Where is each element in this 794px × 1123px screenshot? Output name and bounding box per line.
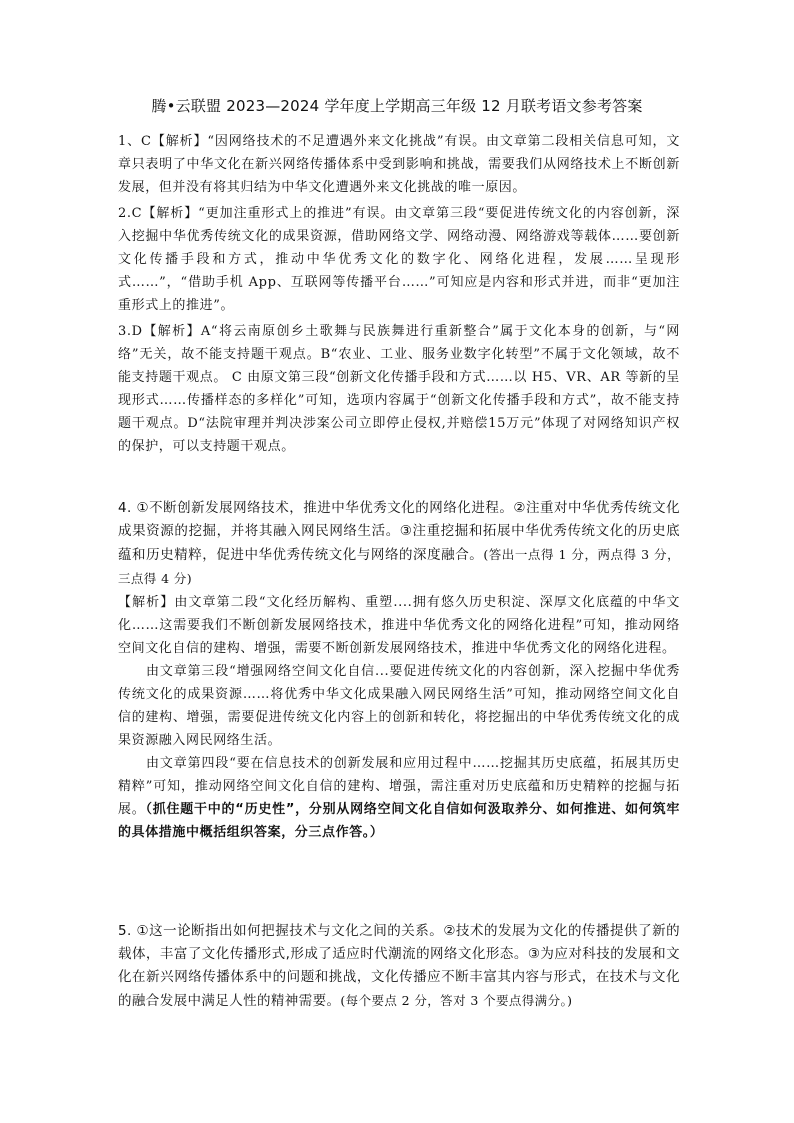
answer-4-text: 4. ①不断创新发展网络技术，推进中华优秀文化的网络化进程。②注重对中华优秀传统文化成果资源的挖掘，并将其融入网民网络生活。③注重挖掘和拓展中华优秀传统文化的历史底蕴和历史精粹，促进中华优秀传统文化与网络的深度融合。 — [118, 500, 680, 563]
answer-3-text: 3.D【解析】A“将云南原创乡土歌舞与民族舞进行重新整合”属于文化本身的创新，与“网络”无关，故不能支持题干观点。B“农业、工业、服务业数字化转型”不属于文化领域，故不能支持题干观点。 C 由原文第三段“创新文化传播手段和方式……以 H5、VR、AR 等新的呈现形式……传播样态的多样化”可知，选项内容属于“创新文化传播手段和方式”，故不能支持题干观点。D“法院审理并判决涉案公司立即停止侵权,并赔偿15万元”体现了对网络知识产权的保护，可以支持题干观点。 — [118, 324, 680, 454]
answer-5-text: 5. ①这一论断指出如何把握技术与文化之间的关系。②技术的发展为文化的传播提供了新的载体，丰富了文化传播形式,形成了适应时代潮流的网络文化形态。③为应对科技的发展和文化在新兴网络传播体系中的问题和挑战，文化传播应不断丰富其内容与形式，在技术与文化的融合发展中满足人性的精神需要。 — [118, 923, 680, 1009]
document-title: 腾•云联盟 2023—2024 学年度上学期高三年级 12 月联考语文参考答案 — [151, 97, 643, 115]
answer-5-score: (每个要点 2 分，答对 3 个要点得满分。) — [340, 993, 573, 1008]
answer-1 — [118, 130, 680, 199]
answer-4-analysis-3-text: 由文章第四段“要在信息技术的创新发展和应用过程中……挖掘其历史底蕴，拓展其历史精粹”可知，推动网络空间文化自信的建构、增强，需注重对历史底蕴和历史精粹的挖掘与拓展。 — [118, 756, 680, 817]
answer-3 — [118, 320, 680, 458]
answer-2 — [118, 202, 680, 317]
answer-4 — [118, 497, 680, 844]
answer-4-analysis-3-bold: （抓住题干中的“历史性”，分别从网络空间文化自信如何汲取养分、如何推进、如何筑牢的具体措施中概括组织答案，分三点作答。） — [118, 802, 681, 840]
answer-5-points — [118, 920, 680, 1013]
answer-4-analysis-1: 【解析】由文章第二段“文化经历解构、重塑....拥有悠久历史积淀、深厚文化底蕴的中华文化……这需要我们不断创新发展网络技术，推进中华优秀文化的网络化进程”可知，推动网络空间文化自信的建构、增强，需要不断创新发展网络技术，推进中华优秀文化的网络化进程。 — [118, 595, 680, 656]
answer-4-points — [118, 497, 680, 591]
answer-1-text: 1、C【解析】“因网络技术的不足遭遇外来文化挑战”有误。由文章第二段相关信息可知，文章只表明了中华文化在新兴网络传播体系中受到影响和挑战，需要我们从网络技术上不断创新发展，但并没有将其归结为中华文化遭遇外来文化挑战的唯一原因。 — [118, 134, 680, 195]
answer-5 — [118, 920, 680, 1013]
answer-4-analysis-3 — [118, 752, 680, 844]
answer-4-analysis-2: 由文章第三段“增强网络空间文化自信...要促进传统文化的内容创新，深入挖掘中华优秀传统文化的成果资源……将优秀中华文化成果融入网民网络生活”可知，推动网络空间文化自信的建构、增强，需要促进传统文化内容上的创新和转化，将挖掘出的中华优秀传统文化的成果资源融入网民网络生活。 — [118, 664, 680, 748]
answer-2-text: 2.C【解析】“更加注重形式上的推进”有误。由文章第三段“要促进传统文化的内容创新，深入挖掘中华优秀传统文化的成果资源，借助网络文学、网络动漫、网络游戏等载体……要创新文化传播手段和方式，推动中华优秀文化的数字化、网络化进程，发展……呈现形式……”，“借助手机 App、互联网等传播平台……”可知应是内容和形式并进，而非“更加注重形式上的推进”。 — [118, 206, 680, 313]
answer-4-score: (答出一点得 1 分，两点得 3 分，三点得 4 分) — [118, 547, 680, 586]
